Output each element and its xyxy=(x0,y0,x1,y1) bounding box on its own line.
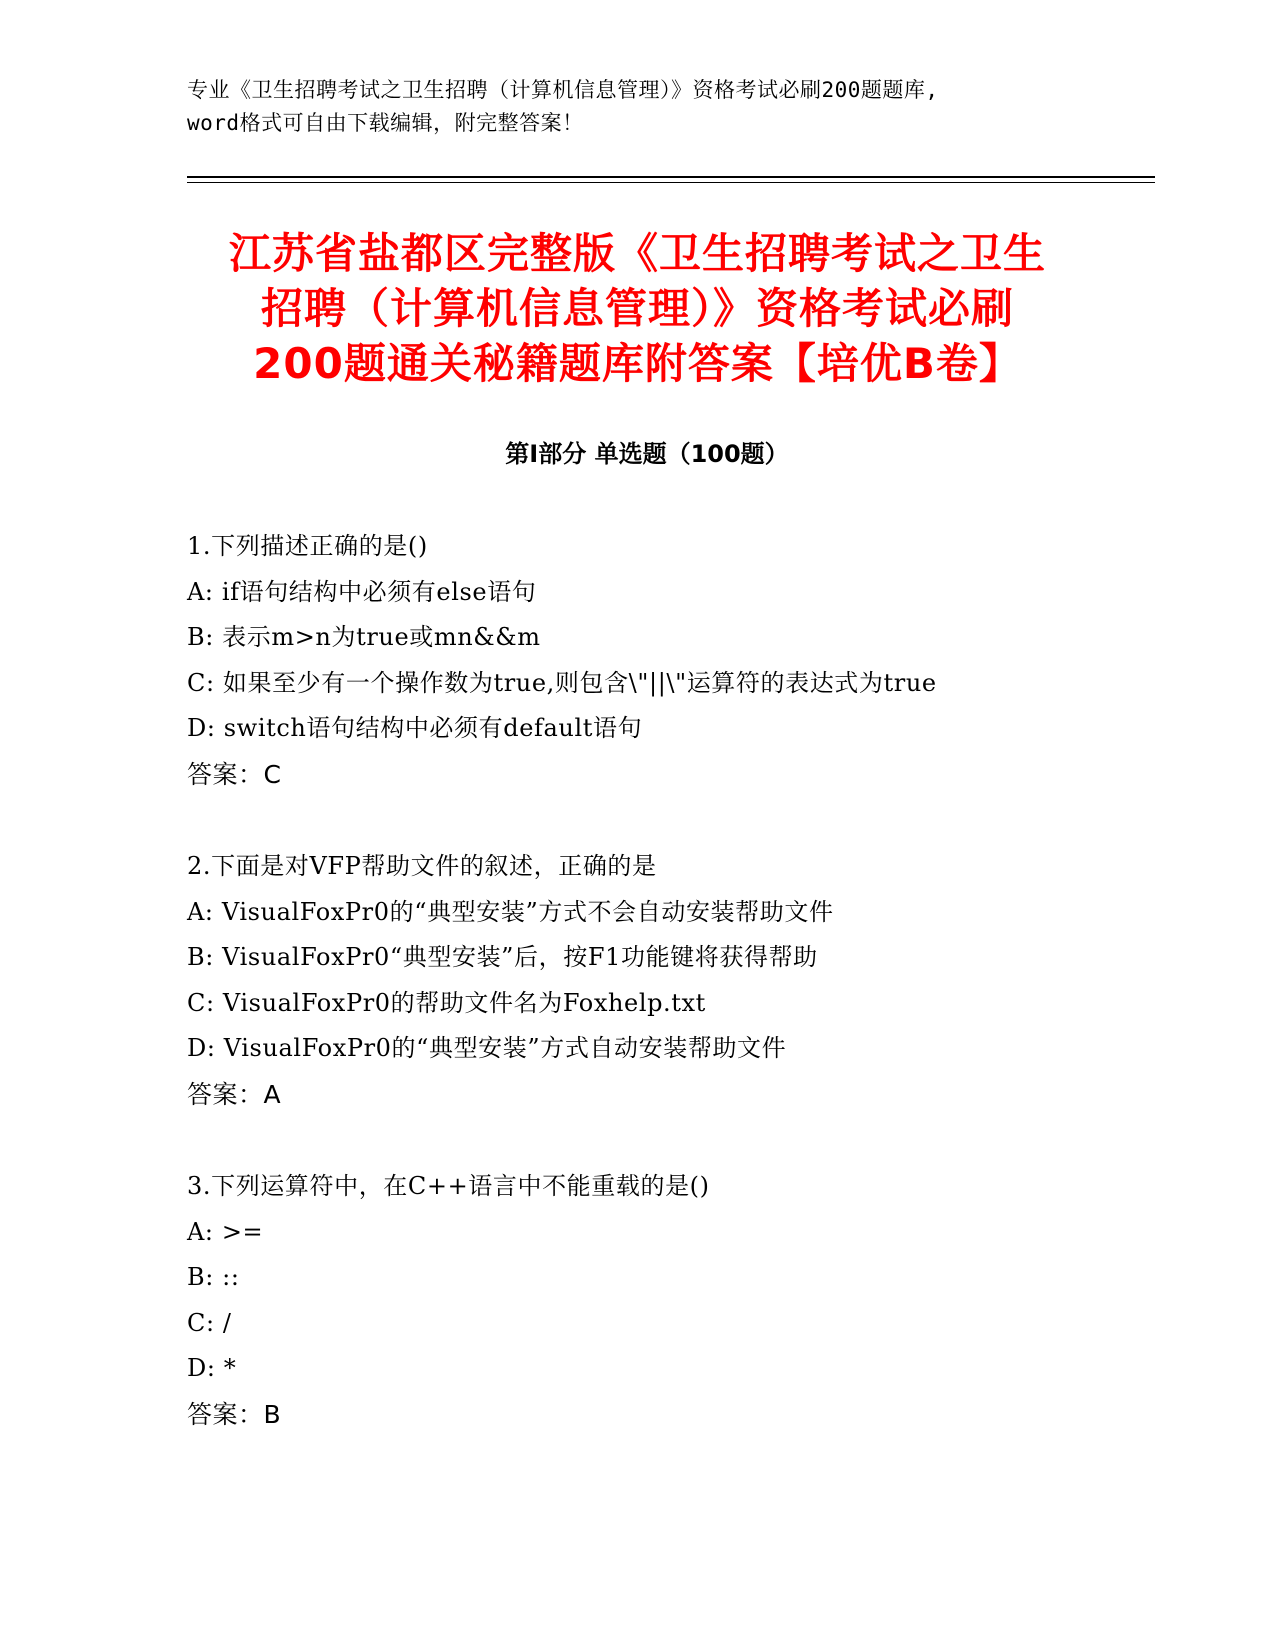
option-b: B: VisualFoxPr0“典型安装”后，按F1功能键将获得帮助 xyxy=(187,943,818,971)
option-a: A: >= xyxy=(187,1217,264,1246)
question-stem: 2.下面是对VFP帮助文件的叙述，正确的是 xyxy=(187,852,657,880)
option-a: A: if语句结构中必须有else语句 xyxy=(187,577,537,606)
option-c: C: VisualFoxPr0的帮助文件名为Foxhelp.txt xyxy=(187,988,706,1017)
document-title-line-3: 200题通关秘籍题库附答案【培优B卷】 xyxy=(253,339,1022,388)
option-d: D: switch语句结构中必须有default语句 xyxy=(187,714,643,742)
question-item xyxy=(187,1164,1107,1437)
option-d: D: * xyxy=(187,1354,237,1382)
question-stem: 1.下列描述正确的是() xyxy=(187,532,428,560)
header-note-line-2: word格式可自由下载编辑，附完整答案！ xyxy=(187,111,584,135)
header-note xyxy=(187,74,1107,140)
question-item xyxy=(187,844,1107,1117)
header-divider-thin xyxy=(187,182,1155,183)
document-title-line-2: 招聘（计算机信息管理）》资格考试必刷 xyxy=(260,284,1014,333)
document-title-line-1: 江苏省盐都区完整版《卫生招聘考试之卫生 xyxy=(228,229,1046,278)
option-b: B: 表示m>n为true或mn&&m xyxy=(187,623,541,651)
option-c: C: 如果至少有一个操作数为true,则包含\"||\"运算符的表达式为true xyxy=(187,668,937,697)
header-divider-thick xyxy=(187,176,1155,178)
header-note-line-1: 专业《卫生招聘考试之卫生招聘（计算机信息管理）》资格考试必刷200题题库, xyxy=(187,78,939,102)
question-list xyxy=(187,524,1107,1484)
option-b: B: :: xyxy=(187,1263,240,1291)
option-a: A: VisualFoxPr0的“典型安装”方式不会自动安装帮助文件 xyxy=(187,897,834,926)
answer-label: 答案：A xyxy=(187,1079,282,1109)
option-c: C: / xyxy=(187,1308,232,1337)
answer-label: 答案：B xyxy=(187,1399,282,1429)
document-title xyxy=(160,226,1115,391)
answer-label: 答案：C xyxy=(187,759,282,789)
question-stem: 3.下列运算符中，在C++语言中不能重载的是() xyxy=(187,1172,710,1200)
question-item xyxy=(187,524,1107,797)
option-d: D: VisualFoxPr0的“典型安装”方式自动安装帮助文件 xyxy=(187,1034,787,1062)
section-heading: 第Ⅰ部分 单选题（100题） xyxy=(505,440,789,468)
